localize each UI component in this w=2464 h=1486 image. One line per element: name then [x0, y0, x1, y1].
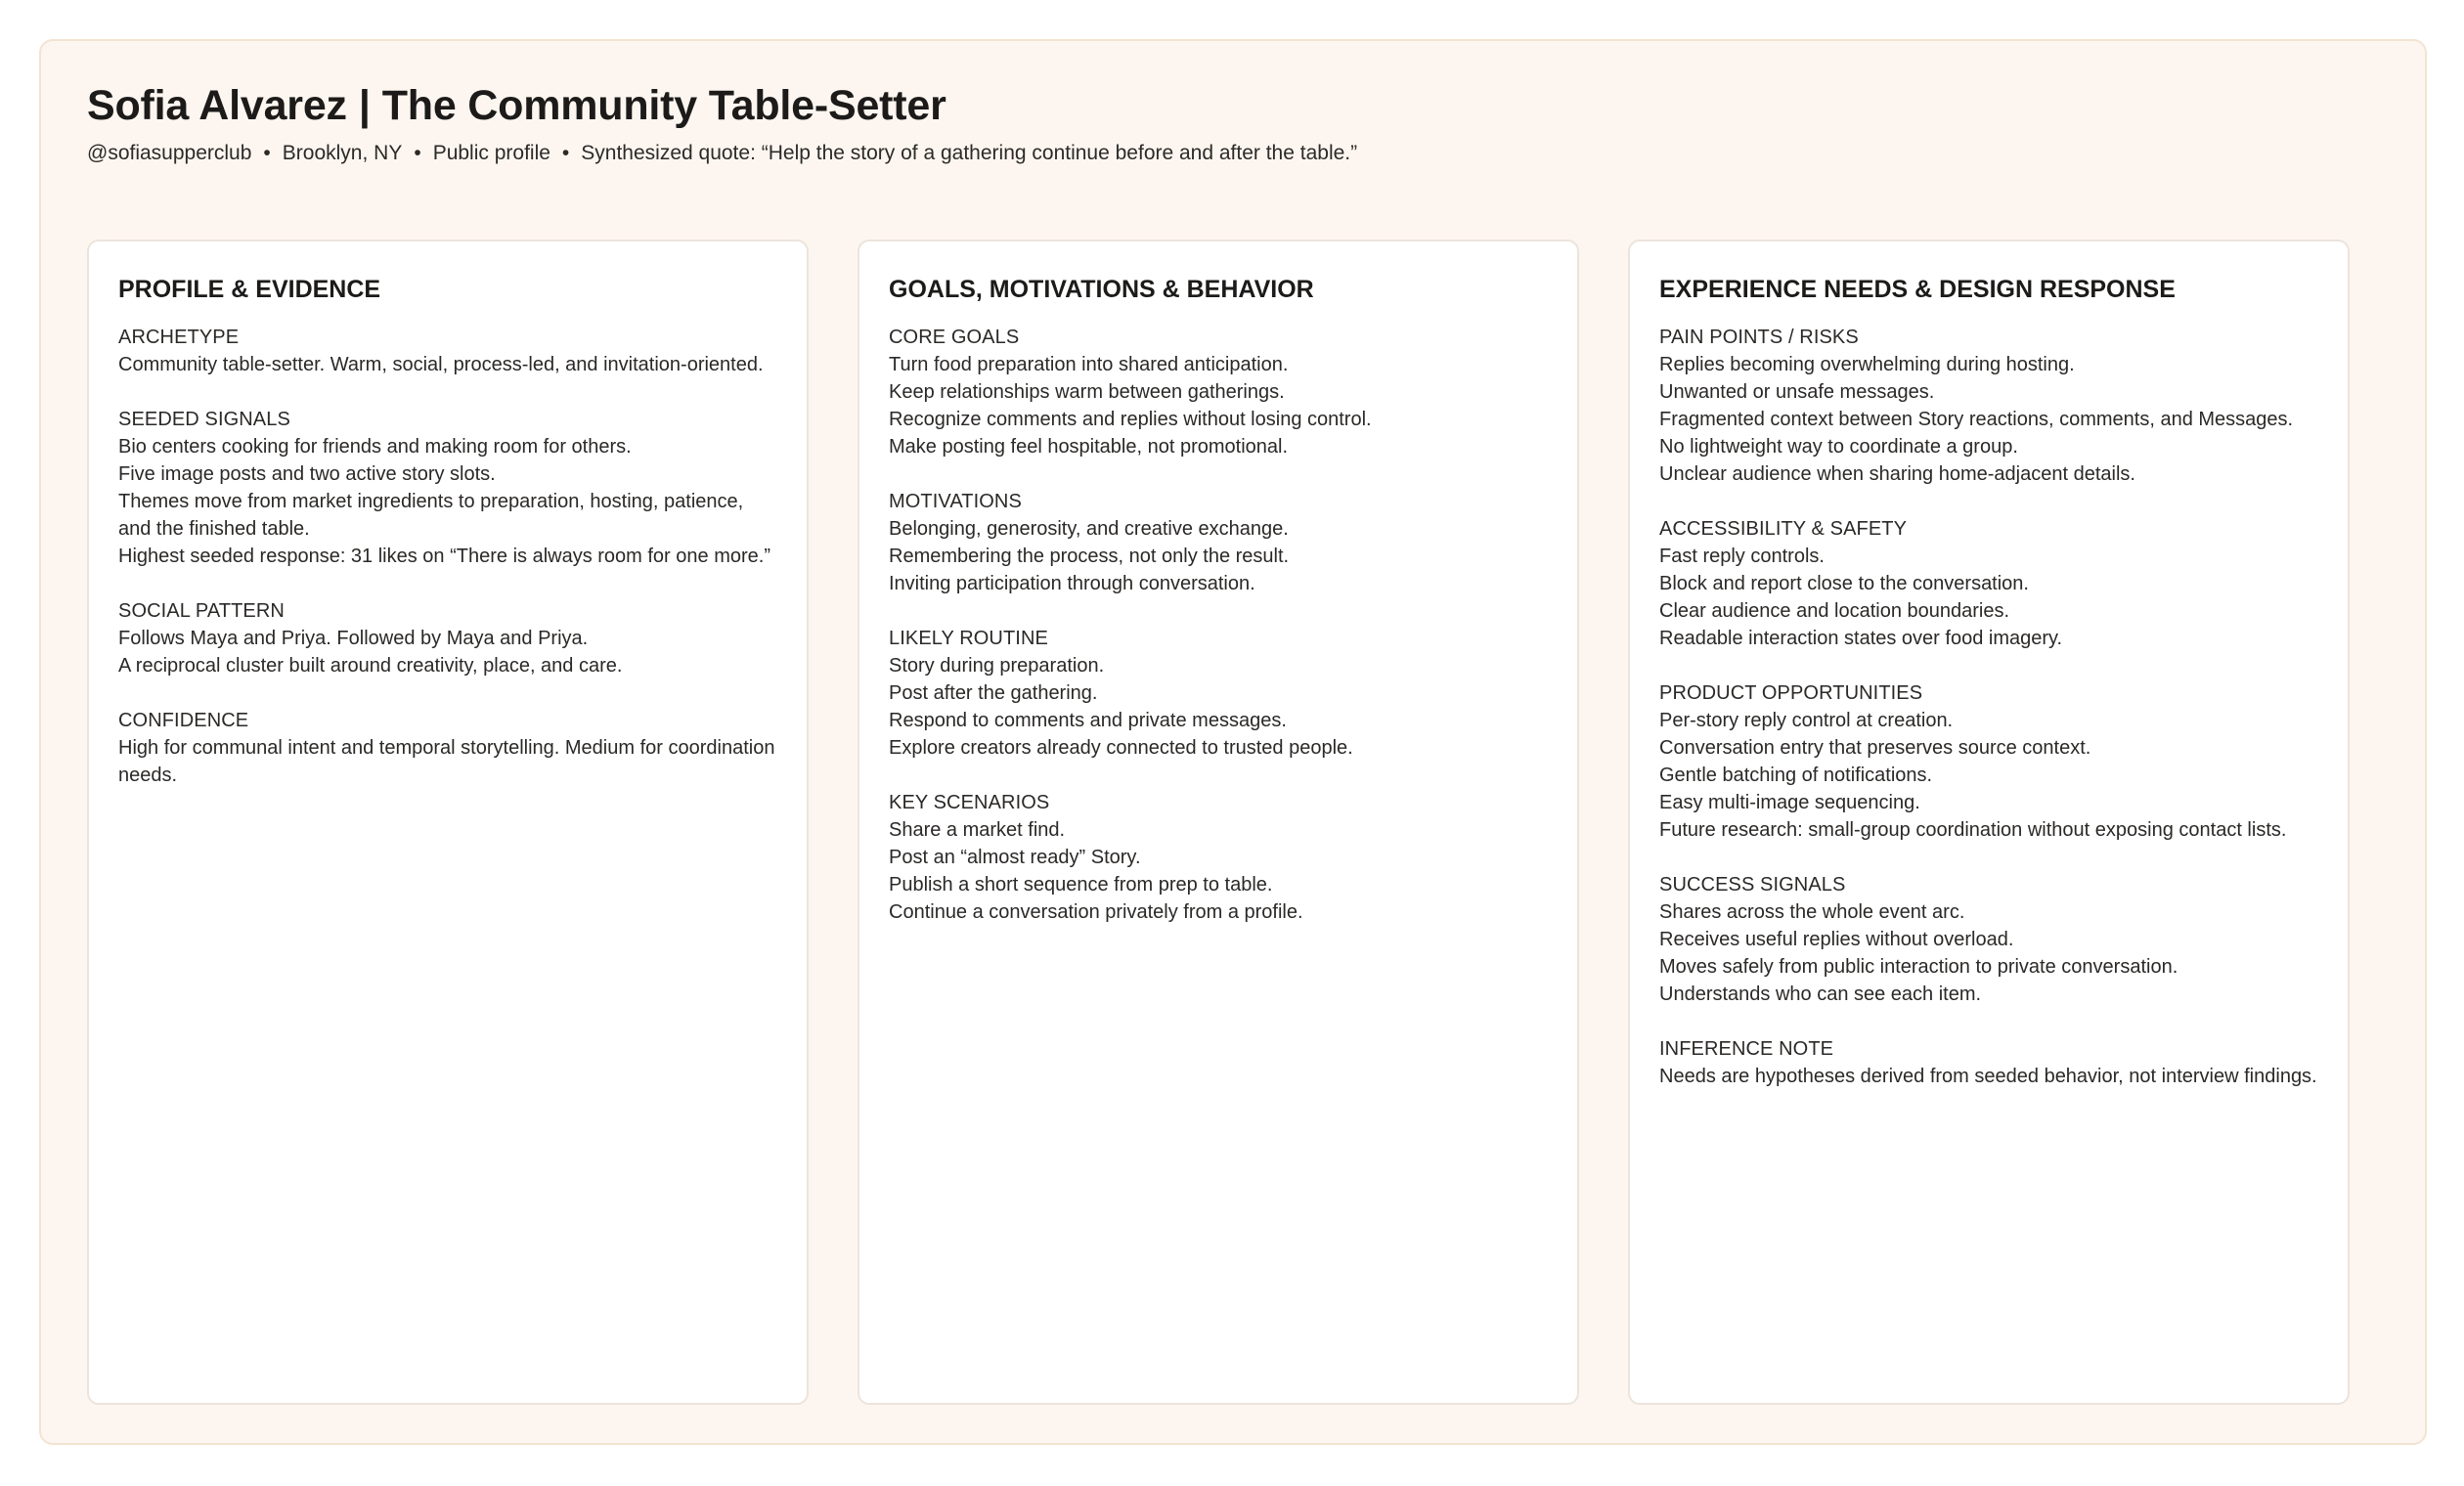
section-label: CORE GOALS — [889, 327, 1020, 348]
section-label: PAIN POINTS / RISKS — [1659, 327, 1859, 348]
section-line: Block and report close to the conversation. — [1659, 573, 2029, 594]
section-line: Highest seeded response: 31 likes on “There is always room for one more.” — [118, 546, 770, 567]
section-line: Themes move from market ingredients to preparation, hosting, patience, and the finished table. — [118, 491, 744, 540]
section — [118, 597, 777, 679]
section-line: Explore creators already connected to trusted people. — [889, 737, 1353, 759]
section-line: Publish a short sequence from prep to table. — [889, 874, 1273, 896]
column-title: EXPERIENCE NEEDS & DESIGN RESPONSE — [1659, 276, 2176, 303]
section — [889, 324, 1548, 460]
section-line: A reciprocal cluster built around creativity, place, and care. — [118, 655, 623, 677]
section-label: LIKELY ROUTINE — [889, 628, 1048, 649]
title-separator: | — [358, 82, 371, 129]
section-label: SOCIAL PATTERN — [118, 600, 285, 622]
section — [889, 488, 1548, 597]
section-label: INFERENCE NOTE — [1659, 1038, 1834, 1060]
section-label: PRODUCT OPPORTUNITIES — [1659, 682, 1923, 704]
page-title — [87, 76, 946, 135]
column-card — [858, 240, 1579, 1405]
section — [889, 789, 1548, 926]
section-line: Unwanted or unsafe messages. — [1659, 381, 1935, 403]
section-line: Unclear audience when sharing home-adjacent details. — [1659, 463, 2135, 485]
section-line: Future research: small-group coordination without exposing contact lists. — [1659, 819, 2287, 841]
persona-board — [39, 39, 2427, 1445]
section-line: Inviting participation through conversation. — [889, 573, 1255, 594]
profile-handle: @sofiasupperclub — [87, 142, 252, 164]
section-label: ARCHETYPE — [118, 327, 240, 348]
section — [118, 707, 777, 789]
section — [1659, 679, 2318, 844]
section-line: Understands who can see each item. — [1659, 983, 1982, 1005]
section — [1659, 515, 2318, 652]
section-line: Fast reply controls. — [1659, 546, 1825, 567]
section-line: Replies becoming overwhelming during hosting. — [1659, 354, 2075, 375]
section-line: Per-story reply control at creation. — [1659, 710, 1954, 731]
profile-meta — [87, 139, 1357, 168]
section — [1659, 871, 2318, 1008]
meta-separator: • — [414, 142, 421, 164]
section-label: KEY SCENARIOS — [889, 792, 1050, 813]
section-line: Readable interaction states over food imagery. — [1659, 628, 2063, 649]
section-label: CONFIDENCE — [118, 710, 249, 731]
section-line: Community table-setter. Warm, social, process-led, and invitation-oriented. — [118, 354, 764, 375]
section-line: Make posting feel hospitable, not promotional. — [889, 436, 1289, 458]
section-line: Continue a conversation privately from a profile. — [889, 901, 1303, 923]
section-line: Shares across the whole event arc. — [1659, 901, 1965, 923]
section — [118, 324, 777, 378]
section-line: Share a market find. — [889, 819, 1066, 841]
meta-separator: • — [263, 142, 271, 164]
section-line: Receives useful replies without overload. — [1659, 929, 2014, 950]
section-line: Bio centers cooking for friends and making room for others. — [118, 436, 632, 458]
section-line: Story during preparation. — [889, 655, 1105, 677]
column-title: GOALS, MOTIVATIONS & BEHAVIOR — [889, 276, 1314, 303]
section-label: MOTIVATIONS — [889, 491, 1022, 512]
section-line: Clear audience and location boundaries. — [1659, 600, 2010, 622]
section-line: Keep relationships warm between gatherings. — [889, 381, 1285, 403]
section-line: Moves safely from public interaction to private conversation. — [1659, 956, 2178, 978]
section-line: Post after the gathering. — [889, 682, 1098, 704]
section-line: Follows Maya and Priya. Followed by Maya and Priya. — [118, 628, 589, 649]
section-line: Belonging, generosity, and creative exchange. — [889, 518, 1289, 540]
section-line: Five image posts and two active story slots. — [118, 463, 496, 485]
section — [118, 406, 777, 570]
section — [889, 625, 1548, 762]
section-label: SUCCESS SIGNALS — [1659, 874, 1846, 896]
persona-archetype-title: The Community Table-Setter — [381, 82, 946, 129]
section-line: Remembering the process, not only the result. — [889, 546, 1290, 567]
profile-visibility: Public profile — [432, 142, 550, 164]
section-line: Turn food preparation into shared anticipation. — [889, 354, 1289, 375]
section-line: Gentle batching of notifications. — [1659, 765, 1933, 786]
synthesized-quote: Synthesized quote: “Help the story of a gathering continue before and after the table.” — [581, 142, 1358, 164]
section-line: Fragmented context between Story reactions, comments, and Messages. — [1659, 409, 2294, 430]
section — [1659, 324, 2318, 488]
persona-name: Sofia Alvarez — [87, 82, 347, 129]
section-line: Easy multi-image sequencing. — [1659, 792, 1920, 813]
section-line: Post an “almost ready” Story. — [889, 847, 1141, 868]
section-line: No lightweight way to coordinate a group. — [1659, 436, 2018, 458]
section-line: Needs are hypotheses derived from seeded behavior, not interview findings. — [1659, 1066, 2317, 1087]
column-card — [1628, 240, 2350, 1405]
profile-location: Brooklyn, NY — [282, 142, 403, 164]
section-line: High for communal intent and temporal storytelling. Medium for coordination needs. — [118, 737, 775, 786]
section-line: Respond to comments and private messages. — [889, 710, 1287, 731]
section-label: ACCESSIBILITY & SAFETY — [1659, 518, 1908, 540]
column-card — [87, 240, 809, 1405]
section-line: Recognize comments and replies without losing control. — [889, 409, 1372, 430]
section-label: SEEDED SIGNALS — [118, 409, 290, 430]
meta-separator: • — [561, 142, 570, 164]
section — [1659, 1035, 2318, 1090]
column-title: PROFILE & EVIDENCE — [118, 276, 381, 303]
section-line: Conversation entry that preserves source context. — [1659, 737, 2091, 759]
